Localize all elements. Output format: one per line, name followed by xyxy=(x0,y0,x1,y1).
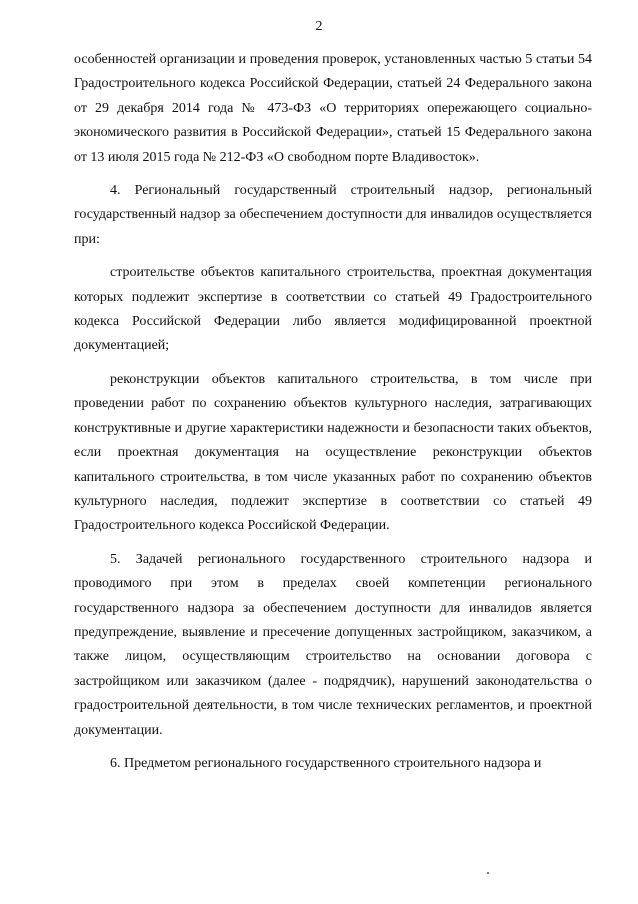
paragraph-reconstruction: реконструкции объектов капитального строительства, в том числе при проведении работ по сохранению объектов культурного наследия, затрагивающих конструктивные и другие характеристики надежности и безопасности таких объектов, если проектная документация на осуществление реконструкции объектов капитального строительства, в том числе указанных работ по сохранению объектов культурного наследия, подлежит экспертизе в соответствии со статьей 49 Градостроительного кодекса Российской Федерации. xyxy=(74,371,592,534)
paragraph-continuation: особенностей организации и проведения проверок, установленных частью 5 статьи 54 Градостроительного кодекса Российской Федерации, статьей 24 Федерального закона от 29 декабря 2014 года № 473-ФЗ «О территориях опережающего социально-экономического развития в Российской Федерации», статьей 15 Федерального закона от 13 июля 2015 года № 212-ФЗ «О свободном порте Владивосток». xyxy=(74,52,592,165)
paragraph-item-5: 5. Задачей регионального государственного строительного надзора и проводимого при этом в пределах своей компетенции регионального государственного надзора за обеспечением доступности для инвалидов является предупреждение, выявление и пресечение допущенных застройщиком, заказчиком, а также лицом, осуществляющим строительство на основании договора с застройщиком или заказчиком (далее - подрядчик), нарушений законодательства о градостроительной деятельности, в том числе технических регламентов, и проектной документации. xyxy=(74,551,592,738)
paragraph-item-6: 6. Предметом регионального государственного строительного надзора и xyxy=(110,755,542,771)
document-body xyxy=(74,48,592,785)
scan-dot xyxy=(487,872,489,874)
paragraph-item-4: 4. Региональный государственный строительный надзор, региональный государственный надзор за обеспечением доступности для инвалидов осуществляется при: xyxy=(74,183,592,247)
page-number: 2 xyxy=(315,19,323,34)
paragraph-construction: строительстве объектов капитального строительства, проектная документация которых подлежит экспертизе в соответствии со статьей 49 Градостроительного кодекса Российской Федерации либо является модифицированной проектной документацией; xyxy=(74,265,592,354)
